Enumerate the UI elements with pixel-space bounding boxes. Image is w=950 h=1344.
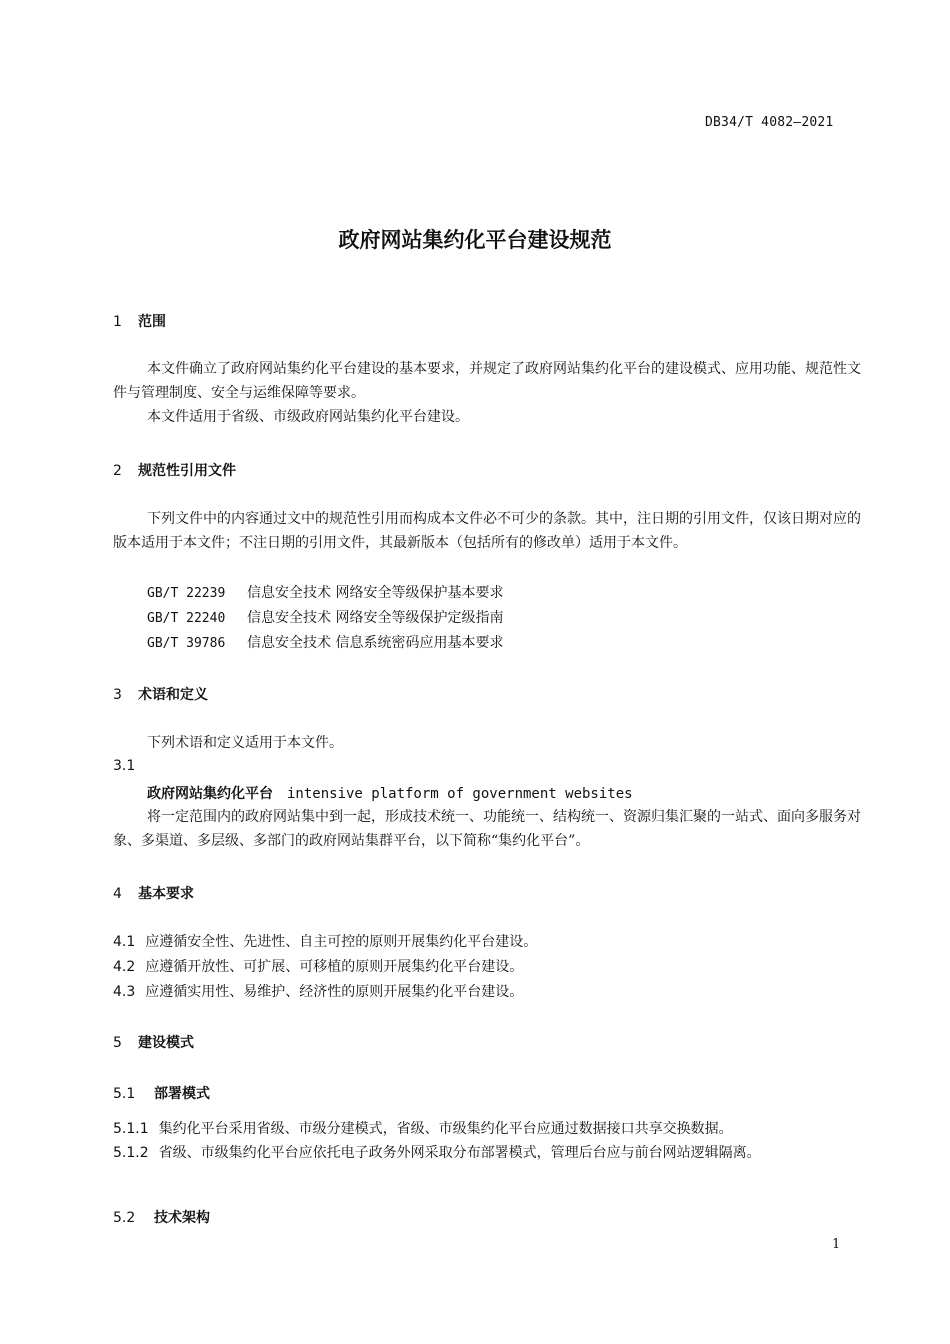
section-number: 1 — [113, 314, 122, 330]
item-text: 省级、市级集约化平台应依托电子政务外网采取分布部署模式，管理后台应与前台网站逻辑隔离。 — [158, 1145, 761, 1161]
subsection-title: 部署模式 — [154, 1086, 210, 1102]
section-title: 建设模式 — [138, 1035, 194, 1051]
section-1-paragraph-1: 本文件确立了政府网站集约化平台建设的基本要求，并规定了政府网站集约化平台的建设模式、应用功能、规范性文件与管理制度、安全与运维保障等要求。 — [113, 361, 861, 401]
section-1-heading — [113, 311, 166, 331]
section-1-paragraph-2: 本文件适用于省级、市级政府网站集约化平台建设。 — [147, 409, 469, 425]
section-title: 范围 — [138, 314, 166, 330]
section-3-paragraph-1: 下列术语和定义适用于本文件。 — [147, 735, 343, 751]
reference-title: 信息安全技术 网络安全等级保护定级指南 — [247, 610, 504, 626]
item-text: 应遵循开放性、可扩展、可移植的原则开展集约化平台建设。 — [145, 959, 524, 975]
term-definition: 将一定范围内的政府网站集中到一起，形成技术统一、功能统一、结构统一、资源归集汇聚的一站式、面向多服务对象、多渠道、多层级、多部门的政府网站集群平台，以下简称“集约化平台”。 — [113, 809, 861, 849]
section-title: 规范性引用文件 — [138, 463, 236, 479]
page-title: 政府网站集约化平台建设规范 — [338, 228, 612, 252]
item-number: 4.3 — [113, 984, 136, 1000]
term-english: intensive platform of government websites — [287, 786, 633, 802]
section-number: 3 — [113, 687, 122, 703]
reference-code: GB/T 22239 — [147, 586, 226, 601]
section-number: 5 — [113, 1035, 122, 1051]
requirement-item — [113, 980, 861, 1004]
requirement-item — [113, 955, 861, 979]
subsection-title: 技术架构 — [154, 1210, 210, 1226]
item-number: 5.1.1 — [113, 1121, 149, 1137]
term-entry — [147, 783, 633, 803]
section-3-heading — [113, 684, 208, 704]
doc-number: DB34/T 4082—2021 — [705, 115, 834, 130]
section-2-heading — [113, 460, 236, 480]
reference-title: 信息安全技术 网络安全等级保护基本要求 — [247, 585, 504, 601]
requirement-item — [113, 930, 861, 954]
term-number: 3.1 — [113, 758, 136, 774]
reference-title: 信息安全技术 信息系统密码应用基本要求 — [247, 635, 504, 651]
reference-item — [147, 632, 503, 652]
page-number: 1 — [832, 1237, 841, 1252]
term-chinese: 政府网站集约化平台 — [147, 786, 273, 802]
reference-item — [147, 607, 503, 627]
clause-item — [113, 1141, 861, 1165]
section-title: 术语和定义 — [138, 687, 208, 703]
section-number: 4 — [113, 886, 122, 902]
item-number: 4.2 — [113, 959, 136, 975]
section-number: 2 — [113, 463, 122, 479]
section-5-heading — [113, 1032, 194, 1052]
subsection-5-2-heading — [113, 1207, 210, 1227]
item-number: 5.1.2 — [113, 1145, 149, 1161]
section-title: 基本要求 — [138, 886, 194, 902]
clause-item — [113, 1117, 861, 1141]
item-text: 集约化平台采用省级、市级分建模式，省级、市级集约化平台应通过数据接口共享交换数据。 — [158, 1121, 733, 1137]
reference-code: GB/T 22240 — [147, 611, 226, 626]
section-4-heading — [113, 883, 194, 903]
section-2-paragraph-1: 下列文件中的内容通过文中的规范性引用而构成本文件必不可少的条款。其中，注日期的引用文件，仅该日期对应的版本适用于本文件；不注日期的引用文件，其最新版本（包括所有的修改单）适用于本文件。 — [113, 511, 861, 551]
reference-code: GB/T 39786 — [147, 636, 226, 651]
subsection-number: 5.2 — [113, 1210, 136, 1226]
item-text: 应遵循安全性、先进性、自主可控的原则开展集约化平台建设。 — [145, 934, 538, 950]
reference-item — [147, 582, 503, 602]
subsection-5-1-heading — [113, 1083, 210, 1103]
item-text: 应遵循实用性、易维护、经济性的原则开展集约化平台建设。 — [145, 984, 524, 1000]
item-number: 4.1 — [113, 934, 136, 950]
subsection-number: 5.1 — [113, 1086, 136, 1102]
